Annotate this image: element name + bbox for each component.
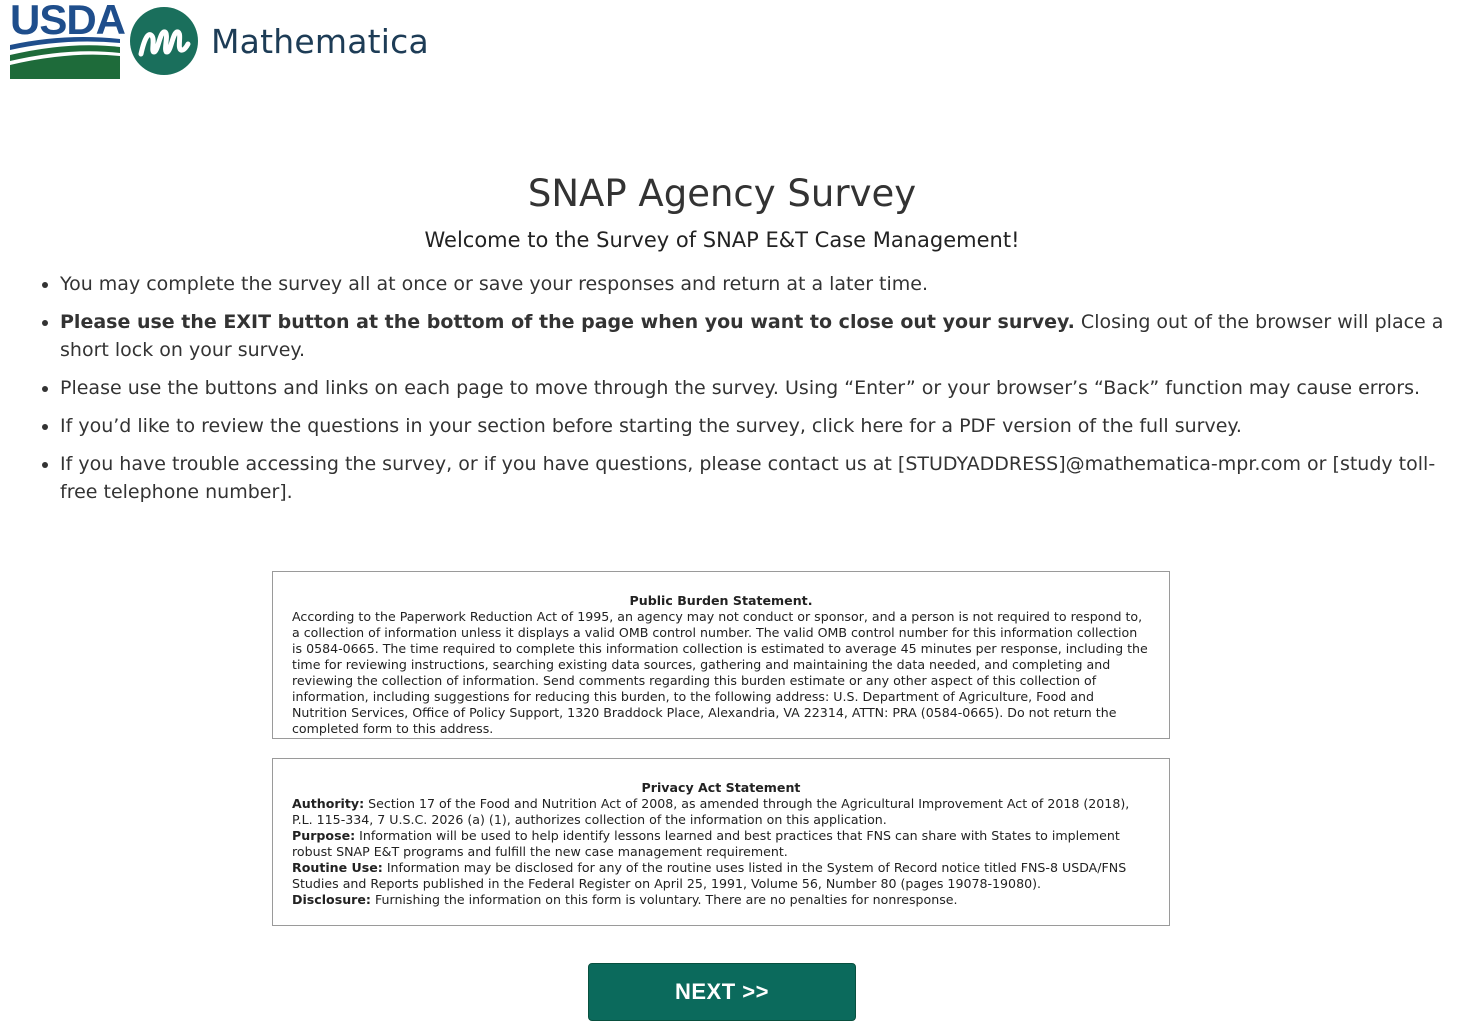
purpose-text: Information will be used to help identify lessons learned and best practices that FNS can share with States to implement robust SNAP E&T programs and fulfill the new case management requirement. (292, 828, 1120, 859)
purpose-label: Purpose: (292, 828, 356, 843)
usda-logo-text: USDA (10, 0, 126, 43)
disclosure-label: Disclosure: (292, 892, 371, 907)
privacy-act-statement (272, 758, 1170, 926)
disclosure-text: Furnishing the information on this form is voluntary. There are no penalties for nonresponse. (370, 892, 958, 907)
next-button[interactable]: NEXT >> (588, 963, 856, 1021)
contact-instruction: If you have trouble accessing the survey, or if you have questions, please contact us at [STUDYADDRESS]@mathematica-mpr.com or [study toll-free telephone number]. (60, 453, 1436, 503)
routine-use-label: Routine Use: (292, 860, 383, 875)
authority-label: Authority: (292, 796, 365, 811)
burden-body: According to the Paperwork Reduction Act of 1995, an agency may not conduct or sponsor, and a person is not required to respond to, a collection of information unless it displays a valid OMB control number. The valid OMB control number for this information collection is 0584-0665. The time required to complete this information collection is estimated to average 45 minutes per response, including the time for reviewing instructions, searching existing data sources, gathering and maintaining the data needed, and completing and reviewing the collection of information. Send comments regarding this burden estimate or any other aspect of this collection of information, including suggestions for reducing this burden, to the following address: U.S. Department of Agriculture, Food and Nutrition Services, Office of Policy Support, 1320 Braddock Place, Alexandria, VA 22314, ATTN: PRA (0584-0665). Do not return the completed form to this address. (292, 609, 1148, 736)
privacy-purpose (292, 828, 1150, 860)
routine-use-text: Information may be disclosed for any of the routine uses listed in the System of Record notice titled FNS-8 USDA/FNS Studies and Reports published in the Federal Register on April 25, 1991, Volume 56, Number 80 (pages 19078-19080). (292, 860, 1127, 891)
instruction-text: Please use the buttons and links on each page to move through the survey. Using “Enter” or your browser’s “Back” function may cause errors. (60, 377, 1421, 399)
usda-logo (10, 0, 126, 79)
public-burden-statement (272, 571, 1170, 739)
list-item (60, 412, 1460, 440)
page-title: SNAP Agency Survey (527, 172, 917, 215)
list-item (60, 374, 1460, 402)
pdf-link-instruction[interactable]: If you’d like to review the questions in your section before starting the survey, click here for a PDF version of the full survey. (60, 415, 1242, 437)
instructions-list (10, 270, 1460, 516)
privacy-authority (292, 796, 1150, 828)
welcome-subtitle: Welcome to the Survey of SNAP E&T Case Management! (424, 228, 1020, 252)
burden-title: Public Burden Statement. (629, 593, 813, 608)
authority-text: Section 17 of the Food and Nutrition Act of 2008, as amended through the Agricultural Improvement Act of 2018 (2018), P.L. 115-334, 7 U.S.C. 2026 (a) (1), authorizes collection of the information on this application. (292, 796, 1130, 827)
header (10, 2, 429, 80)
mathematica-logo-text: Mathematica (211, 21, 429, 61)
list-item (60, 308, 1460, 364)
instruction-text: Closing out of the browser will place a short lock on your survey. (60, 311, 1444, 361)
exit-instruction-bold: Please use the EXIT button at the bottom of the page when you want to close out your survey. (60, 311, 1075, 333)
list-item (60, 270, 1460, 298)
mathematica-m-icon (129, 6, 199, 76)
privacy-title: Privacy Act Statement (641, 780, 801, 795)
privacy-routine-use (292, 860, 1150, 892)
instruction-text: You may complete the survey all at once or save your responses and return at a later time. (60, 273, 929, 295)
list-item (60, 450, 1460, 506)
privacy-disclosure (292, 892, 1150, 908)
